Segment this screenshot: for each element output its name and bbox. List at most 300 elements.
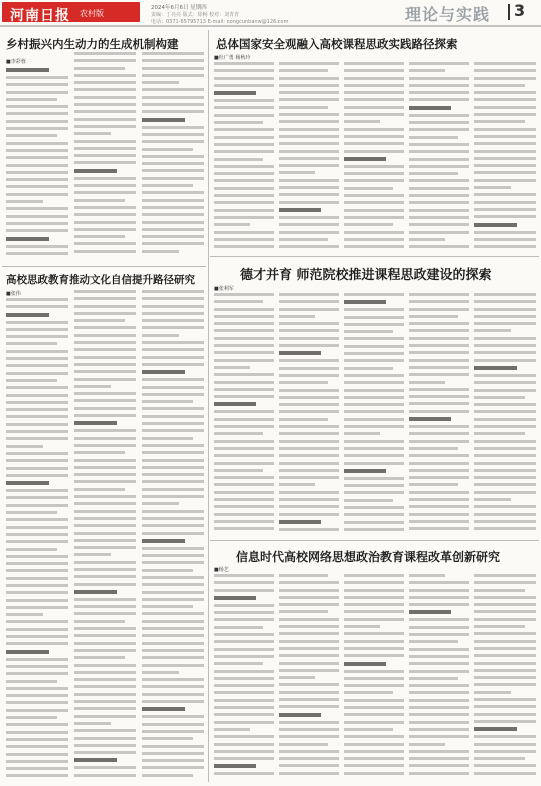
text-line [344,209,404,212]
text-line [344,62,404,65]
text-line [74,184,136,187]
text-line [74,154,136,157]
text-line [409,231,469,234]
article-byline: ■杜广勇 杨秋玲 [214,55,251,61]
text-line [279,713,321,717]
text-line [74,575,136,578]
text-line [409,469,469,472]
text-line [279,647,339,650]
text-line [6,723,68,726]
text-line [214,706,274,709]
text-line [142,539,185,543]
text-line [409,713,469,716]
text-line [74,502,136,505]
text-line [474,359,536,362]
text-line [214,418,274,421]
text-line [142,81,179,84]
text-line [409,128,469,131]
text-line [214,648,274,651]
text-line [279,201,339,204]
text-line [74,221,136,224]
text-line [6,569,68,572]
text-line [409,172,458,175]
article-body-column [279,62,339,252]
text-line [474,157,536,160]
text-line [214,425,274,428]
text-line [6,120,68,123]
text-line [214,699,274,702]
text-line [6,694,68,697]
text-line [409,691,469,694]
text-line [279,750,339,753]
text-line [142,715,204,718]
text-line [279,179,339,182]
text-line [74,319,125,322]
text-line [74,758,117,762]
text-line [74,744,136,747]
text-line [74,693,136,696]
text-line [344,316,404,319]
text-line [474,596,536,599]
text-line [74,363,136,366]
text-line [279,193,339,196]
text-line [214,121,263,124]
text-line [344,194,404,197]
text-line [6,372,68,375]
text-line [214,469,263,472]
text-line [409,216,469,219]
text-line [474,135,536,138]
text-line [74,524,136,527]
text-line [409,293,469,296]
article-body-column [409,293,469,536]
article-body-column [474,574,536,782]
text-line [214,581,274,584]
text-line [74,67,125,70]
text-line [74,96,136,99]
text-line [142,305,204,308]
text-line [409,84,469,87]
text-line [74,199,125,202]
text-line [279,447,339,450]
article-body-column [214,574,274,782]
text-line [344,440,404,443]
text-line [474,735,536,738]
text-line [474,344,536,347]
text-line [142,206,204,209]
text-line [214,691,274,694]
text-line [6,767,68,770]
text-line [344,106,404,109]
text-line [279,772,339,775]
text-line [279,300,339,303]
text-line [142,774,193,777]
text-line [6,193,68,196]
text-line [474,632,536,635]
text-line [74,378,136,381]
text-line [6,415,68,418]
text-line [6,142,68,145]
text-line [409,440,469,443]
text-line [142,184,193,187]
article-byline: ■李彩蓉 [6,59,26,65]
text-line [344,142,404,145]
text-line [6,252,68,255]
text-line [142,561,204,564]
text-line [214,209,274,212]
text-line [214,618,274,621]
text-line [409,454,469,457]
text-line [142,140,204,143]
text-line [6,394,68,397]
text-line [409,498,469,501]
text-line [474,610,536,613]
text-line [142,649,204,652]
text-line [214,179,274,182]
text-line [142,656,204,659]
text-line [214,498,274,501]
text-line [279,216,339,219]
text-line [279,106,328,109]
text-line [74,707,136,710]
text-line [142,422,204,425]
text-line [214,99,274,102]
text-line [409,366,469,369]
text-line [474,201,536,204]
text-line [409,98,469,101]
text-line [214,373,274,376]
text-line [474,505,536,508]
text-line [474,772,536,775]
article-body-column [409,574,469,782]
text-line [409,201,469,204]
text-line [474,513,536,516]
text-line [142,118,185,122]
text-line [142,386,204,389]
text-line [474,315,536,318]
text-line [279,632,339,635]
text-line [344,374,404,377]
text-line [344,84,404,87]
text-line [474,374,536,377]
article-body-column [279,293,339,536]
text-line [474,389,536,392]
text-line [344,345,404,348]
text-line [142,510,204,513]
text-line [6,518,68,521]
text-line [214,165,274,168]
text-line [142,627,204,630]
text-line [474,238,536,241]
article-body-column [474,293,536,536]
text-line [214,91,256,95]
text-line [74,459,136,462]
text-line [344,113,404,116]
text-line [474,483,536,486]
text-line [74,466,136,469]
text-line [74,612,136,615]
text-line [279,669,339,672]
text-line [279,676,315,679]
text-line [214,322,274,325]
text-line [409,432,469,435]
text-line [344,187,393,190]
text-line [279,329,339,332]
text-line [74,649,136,652]
text-line [214,454,274,457]
text-line [214,194,274,197]
text-line [474,625,525,628]
text-line [214,150,274,153]
text-line [474,469,536,472]
text-line [279,596,339,599]
text-line [344,300,386,304]
text-line [214,432,263,435]
text-line [142,103,204,106]
text-line [279,418,328,421]
text-line [214,743,274,746]
text-line [474,757,525,760]
text-line [214,77,274,80]
text-line [344,610,404,613]
text-line [142,664,204,667]
text-line [6,577,68,580]
text-line [279,728,339,731]
text-line [474,300,536,303]
text-line [344,640,404,643]
text-line [344,596,404,599]
text-line [74,235,125,238]
text-line [474,462,536,465]
text-line [214,351,274,354]
text-line [344,618,404,621]
text-line [279,308,339,311]
text-line [344,201,404,204]
text-line [74,421,117,425]
text-line [142,52,204,55]
article-body-column [74,52,136,262]
text-line [279,432,339,435]
text-line [409,337,469,340]
text-line [474,410,536,413]
article-body-column [6,298,68,782]
text-line [74,414,136,417]
text-line [474,164,536,167]
text-line [344,410,404,413]
text-line [214,223,250,226]
text-line [74,161,136,164]
text-line [409,136,458,139]
article-divider-right-2 [210,540,539,541]
text-line [344,337,404,340]
text-line [214,337,274,340]
text-line [344,772,404,775]
text-line [6,555,68,558]
text-line [409,491,469,494]
text-line [142,752,204,755]
text-line [214,440,274,443]
text-line [6,526,68,529]
text-line [74,678,136,681]
text-line [344,69,404,72]
text-line [279,337,339,340]
text-line [474,193,536,196]
text-line [279,98,339,101]
text-line [6,584,68,587]
text-line [214,626,263,629]
section-divider [508,4,510,20]
text-line [409,373,469,376]
text-line [142,495,204,498]
text-line [279,293,339,296]
text-line [142,524,204,527]
text-line [6,650,49,654]
text-line [344,223,393,226]
article-body-column [214,62,274,252]
text-line [409,62,469,65]
masthead [0,0,541,26]
text-line [344,454,404,457]
text-line [214,491,274,494]
article-body-column [6,66,68,262]
text-line [6,591,68,594]
text-line [344,581,404,584]
text-line [142,605,193,608]
text-line [474,454,536,457]
article-body-column [142,52,204,262]
text-line [474,647,536,650]
text-line [74,656,125,659]
text-line [279,625,339,628]
text-line [344,323,404,326]
text-line [279,498,339,501]
text-line [6,112,68,115]
text-line [142,312,204,315]
text-line [409,603,469,606]
text-line [6,105,68,108]
text-line [279,171,315,174]
text-line [279,186,339,189]
text-line [279,721,339,724]
text-line [409,121,469,124]
text-line [474,98,536,101]
text-line [214,329,274,332]
text-line [214,344,274,347]
text-line [6,452,68,455]
text-line [409,626,469,629]
text-line [409,106,451,110]
text-line [474,120,525,123]
text-line [214,757,274,760]
text-line [344,231,404,234]
text-line [6,716,57,719]
text-line [409,648,469,651]
text-line [474,128,536,131]
text-line [142,356,204,359]
text-line [74,297,136,300]
text-line [6,533,68,536]
text-line [6,642,68,645]
text-line [142,612,204,615]
text-line [142,576,204,579]
text-line [6,178,68,181]
text-line [74,510,136,513]
text-line [6,76,68,79]
text-line [6,665,68,668]
text-line [409,610,451,614]
text-line [214,216,274,219]
text-line [279,662,339,665]
text-line [74,312,136,315]
text-line [6,364,68,367]
text-line [142,766,204,769]
text-line [409,677,458,680]
text-line [74,495,136,498]
text-line [74,605,136,608]
text-line [214,684,274,687]
text-line [409,505,469,508]
text-line [6,548,57,551]
text-line [409,581,469,584]
text-line [142,162,204,165]
text-line [142,126,204,129]
text-line [214,713,274,716]
text-line [474,669,536,672]
text-line [74,444,136,447]
text-line [279,374,339,377]
editor-credits: 责编：丁亮亮 版式：徐畅 校对：刘青青 [151,12,240,18]
text-line [74,385,111,388]
text-line [142,148,193,151]
text-line [6,342,57,345]
text-line [74,553,111,556]
text-line [142,554,204,557]
text-line [6,328,68,331]
text-line [74,326,136,329]
text-line [344,670,404,673]
text-line [474,527,536,530]
text-line [74,88,136,91]
text-line [409,750,469,753]
text-line [409,194,469,197]
text-line [474,142,536,145]
text-line [6,738,68,741]
text-line [74,305,136,308]
text-line [214,410,274,413]
page-number: 3 [514,1,526,20]
text-line [409,165,469,168]
text-line [6,185,68,188]
text-line [409,425,469,428]
article-title: 总体国家安全观融入高校课程思政实践路径探索 [216,37,458,51]
text-line [142,466,204,469]
text-line [74,103,136,106]
article-body-column [74,290,136,782]
text-line [74,147,136,150]
text-line [279,469,339,472]
text-line [409,359,469,362]
text-line [6,357,68,360]
text-line [279,367,339,370]
text-line [474,691,511,694]
masthead-rule [0,25,541,27]
text-line [344,728,393,731]
contact-info: 电话：0371-65795713 E-mail: nongcunbanw@126.com [151,19,289,25]
text-line [344,528,404,531]
text-line [409,596,469,599]
text-line [344,589,404,592]
text-line [409,520,469,523]
